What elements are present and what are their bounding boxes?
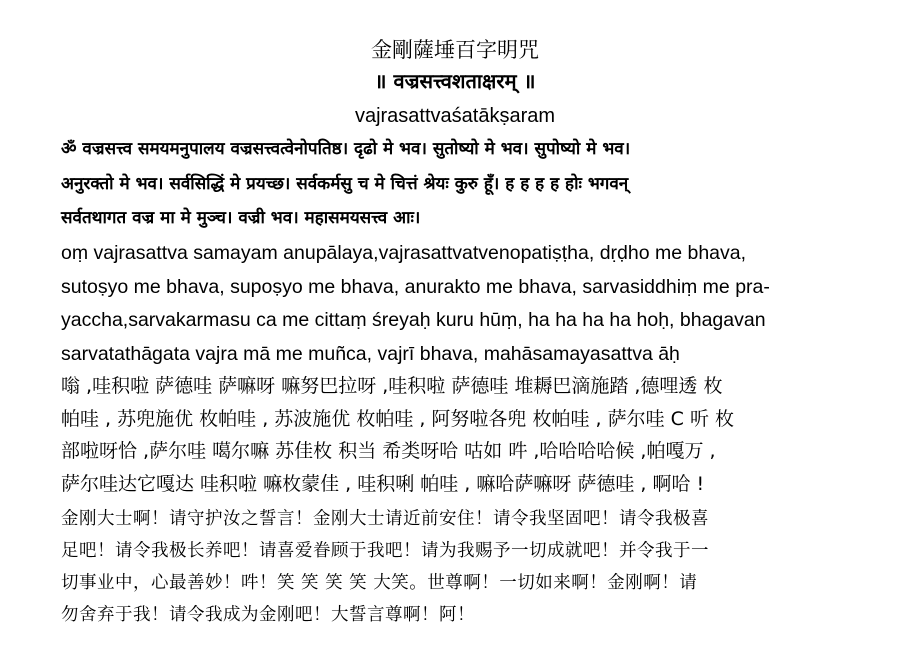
hanzi-transcription-line: 帕哇 , 苏兜施优 枚帕哇 , 苏波施优 枚帕哇 , 阿努啦各兜 枚帕哇 , 萨尔哇 C 听 枚 bbox=[61, 408, 734, 430]
translation-line: 金刚大士啊！请守护汝之誓言！金刚大士请近前安住！请令我坚固吧！请令我极喜 bbox=[61, 509, 709, 529]
iast-line: sarvatathāgata vajra mā me muñca, vajrī bhava, mahāsamayasattva āḥ bbox=[61, 343, 680, 365]
iast-line: oṃ vajrasattva samayam anupālaya,vajrasattvatvenopatiṣṭha, dṛḍho me bhava, bbox=[61, 242, 747, 264]
translation-line: 足吧！请令我极长养吧！请喜爱眷顾于我吧！请为我赐予一切成就吧！并令我于一 bbox=[61, 541, 709, 561]
page-title: 金剛薩埵百字明咒 bbox=[371, 38, 539, 62]
translation-line: 勿舍弃于我！请令我成为金刚吧！大誓言尊啊！阿！ bbox=[61, 605, 475, 625]
hanzi-transcription-line: 部啦呀恰 ,萨尔哇 噶尔嘛 苏佳枚 积当 希类呀哈 咕如 吽 ,哈哈哈哈候 ,帕嘎万 , bbox=[61, 440, 716, 462]
hanzi-transcription-line: 嗡 ,哇积啦 萨德哇 萨嘛呀 嘛努巴拉呀 ,哇积啦 萨德哇 堆耨巴滴施踏 ,德哩透 枚 bbox=[61, 375, 723, 397]
devanagari-title: ॥ वज्रसत्त्वशताक्षरम् ॥ bbox=[374, 69, 536, 93]
translation-line: 切事业中，心最善妙！吽！笑 笑 笑 笑 大笑。世尊啊！一切如来啊！金刚啊！请 bbox=[61, 573, 698, 593]
transliterated-title: vajrasattvaśatākṣaram bbox=[354, 105, 556, 127]
hanzi-transcription-line: 萨尔哇达它嘎达 哇积啦 嘛枚蒙佳 , 哇积唎 帕哇 , 嘛哈萨嘛呀 萨德哇 , 啊哈 ! bbox=[61, 473, 705, 495]
iast-line: yaccha,sarvakarmasu ca me cittaṃ śreyaḥ kuru hūṃ, ha ha ha ha hoḥ, bhagavan bbox=[61, 309, 766, 331]
devanagari-line: सर्वतथागत वज्र मा मे मुञ्च। वज्री भव। महासमयसत्त्व आः। bbox=[61, 208, 421, 228]
devanagari-line: ॐ वज्रसत्त्व समयमनुपालय वज्रसत्त्वत्वेनोपतिष्ठ। दृढो मे भव। सुतोष्यो मे भव। सुपोष्यो मे भव। bbox=[61, 139, 631, 159]
iast-line: sutoṣyo me bhava, supoṣyo me bhava, anurakto me bhava, sarvasiddhiṃ me pra- bbox=[61, 276, 770, 298]
devanagari-line: अनुरक्तो मे भव। सर्वसिद्धिं मे प्रयच्छ। सर्वकर्मसु च मे चित्तं श्रेयः कुरु हूँ। ह ह ह ह होः भगवन् bbox=[61, 174, 629, 194]
